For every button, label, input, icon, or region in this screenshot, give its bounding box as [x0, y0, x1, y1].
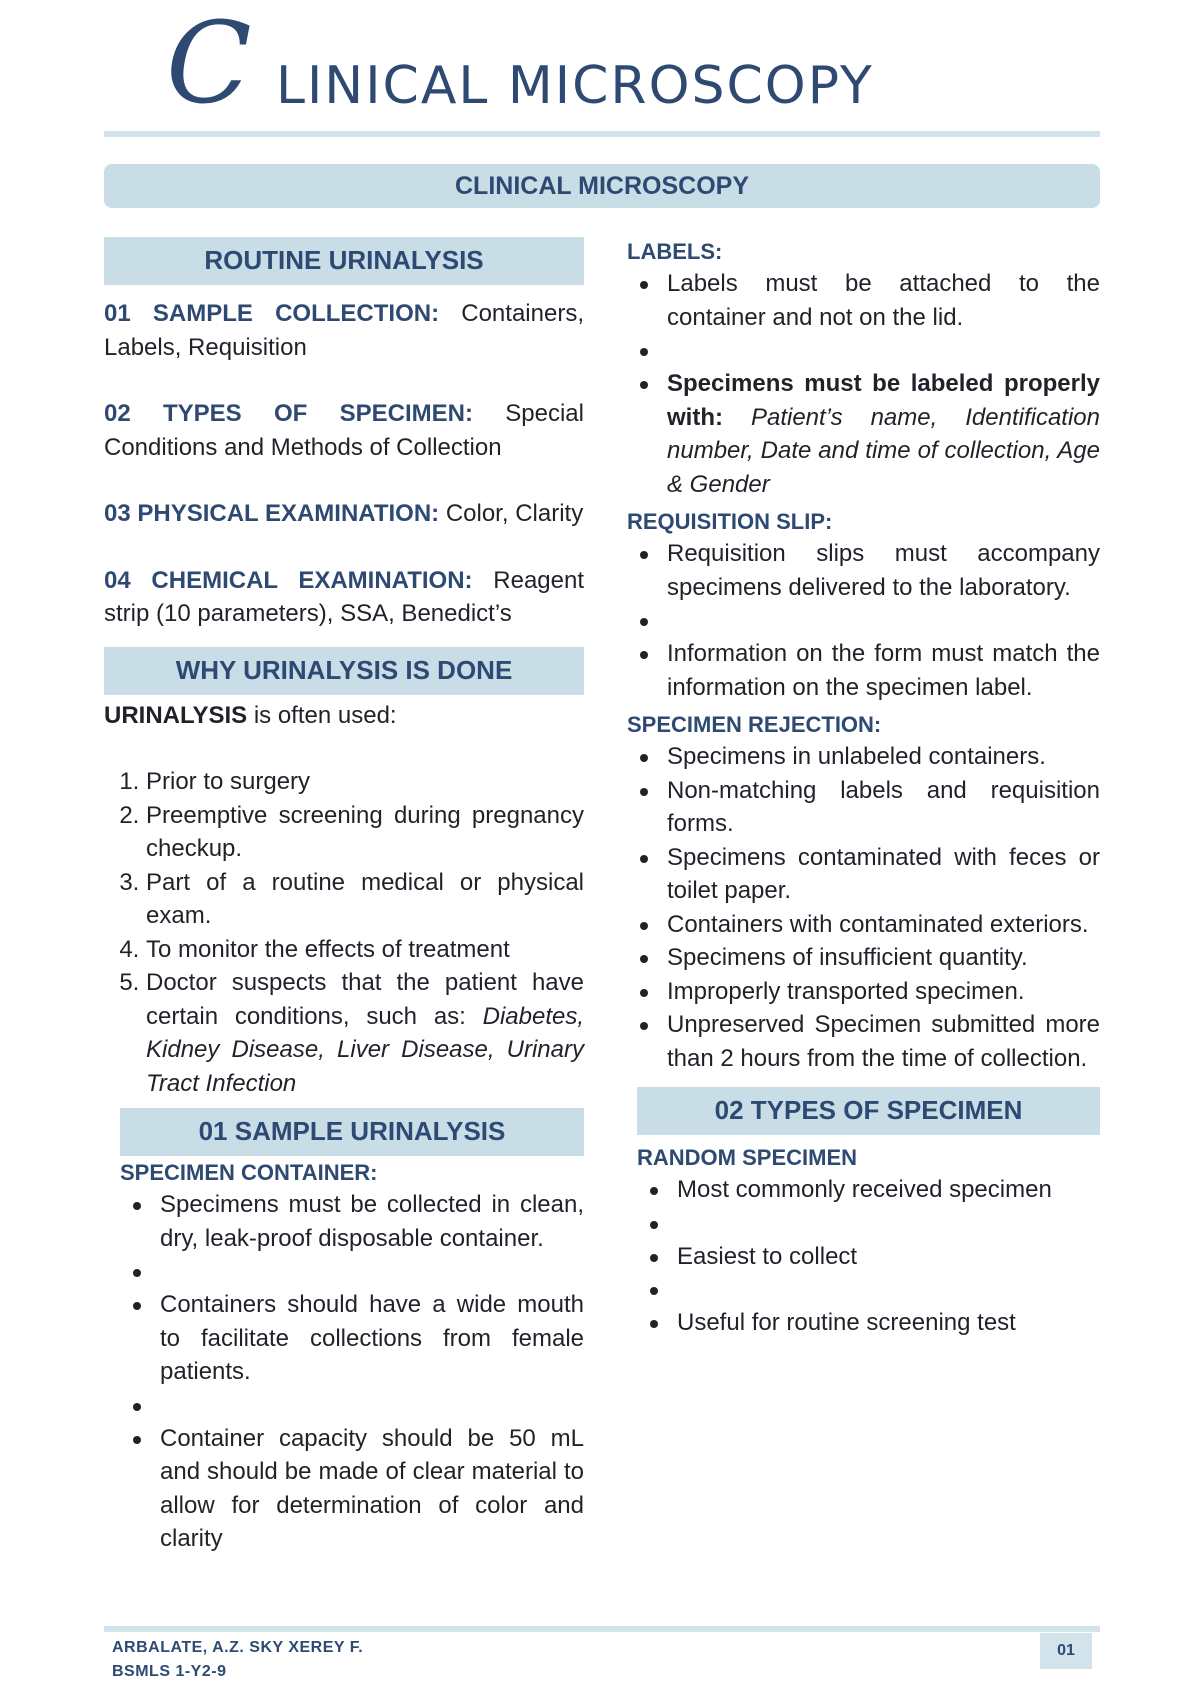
rejection-heading: SPECIMEN REJECTION: — [627, 712, 882, 737]
types-of-specimen-heading: 02 TYPES OF SPECIMEN — [637, 1087, 1100, 1135]
labels-list — [627, 267, 1100, 501]
routine-item: 04 CHEMICAL EXAMINATION: Reagent strip (10 parameters), SSA, Benedict’s — [104, 566, 585, 627]
title-text: LINICAL MICROSCOPY — [276, 56, 874, 116]
page-number: 01 — [1040, 1633, 1092, 1669]
footer-credits — [112, 1636, 363, 1684]
footer-divider — [104, 1626, 1100, 1632]
list-item: Specimens must be collected in clean, dry, leak-proof disposable container. — [120, 1188, 584, 1255]
specimen-container-heading: SPECIMEN CONTAINER: — [120, 1160, 378, 1185]
list-item: Specimens contaminated with feces or toilet paper. — [627, 841, 1100, 908]
list-item: Unpreserved Specimen submitted more than 2 hours from the time of collection. — [627, 1008, 1100, 1075]
list-item: 4. To monitor the effects of treatment — [146, 933, 584, 967]
list-item: Specimens of insufficient quantity. — [627, 941, 1100, 975]
list-item: Containers with contaminated exteriors. — [627, 908, 1100, 942]
right-column — [627, 237, 1100, 1340]
random-specimen-heading: RANDOM SPECIMEN — [637, 1145, 858, 1170]
list-item: Improperly transported specimen. — [627, 975, 1100, 1009]
routine-item: 03 PHYSICAL EXAMINATION: Color, Clarity — [104, 500, 584, 527]
list-item: 1. Prior to surgery — [146, 765, 584, 799]
list-item: 2. Preemptive screening during pregnancy checkup. — [146, 799, 584, 866]
list-item: Specimens must be labeled properly with: Patient’s name, Identification number, Date and time of collection, Age & Gender — [627, 367, 1100, 501]
why-intro: URINALYSIS is often used: — [104, 701, 397, 729]
reasons-list — [104, 765, 584, 1100]
why-urinalysis-heading: WHY URINALYSIS IS DONE — [104, 647, 584, 695]
random-list — [637, 1173, 1100, 1340]
list-item: 3. Part of a routine medical or physical exam. — [146, 866, 584, 933]
topic-banner: CLINICAL MICROSCOPY — [104, 164, 1100, 208]
routine-urinalysis-heading: ROUTINE URINALYSIS — [104, 237, 584, 285]
requisition-heading: REQUISITION SLIP: — [627, 509, 833, 534]
title-initial: C — [166, 0, 252, 129]
list-item: Specimens in unlabeled containers. — [627, 740, 1100, 774]
list-item: Container capacity should be 50 mL and should be made of clear material to allow for determination of color and clarity — [120, 1422, 584, 1556]
requisition-list — [627, 537, 1100, 704]
routine-item: 02 TYPES OF SPECIMEN: Special Conditions and Methods of Collection — [104, 400, 584, 461]
list-item: 5. Doctor suspects that the patient have certain conditions, such as: Diabetes, Kidney Disease, Liver Disease, Urinary Tract Infection — [146, 966, 584, 1100]
sample-urinalysis-heading: 01 SAMPLE URINALYSIS — [120, 1108, 584, 1156]
list-item: Non-matching labels and requisition forms. — [627, 774, 1100, 841]
list-item: Information on the form must match the information on the specimen label. — [627, 637, 1100, 704]
labels-heading: LABELS: — [627, 239, 723, 264]
container-list — [120, 1188, 584, 1556]
list-item: Easiest to collect — [637, 1240, 1100, 1274]
author-name: ARBALATE, A.Z. SKY XEREY F. — [112, 1639, 364, 1656]
header-divider — [104, 131, 1100, 137]
list-item: Labels must be attached to the container and not on the lid. — [627, 267, 1100, 334]
list-item: Containers should have a wide mouth to facilitate collections from female patients. — [120, 1288, 584, 1389]
list-item: Useful for routine screening test — [637, 1306, 1100, 1340]
list-item: Most commonly received specimen — [637, 1173, 1100, 1207]
section-code: BSMLS 1-Y2-9 — [112, 1663, 227, 1680]
routine-item: 01 SAMPLE COLLECTION: Containers, Labels, Requisition — [104, 300, 584, 361]
left-column — [104, 237, 584, 1556]
rejection-list — [627, 740, 1100, 1075]
list-item: Requisition slips must accompany specimens delivered to the laboratory. — [627, 537, 1100, 604]
